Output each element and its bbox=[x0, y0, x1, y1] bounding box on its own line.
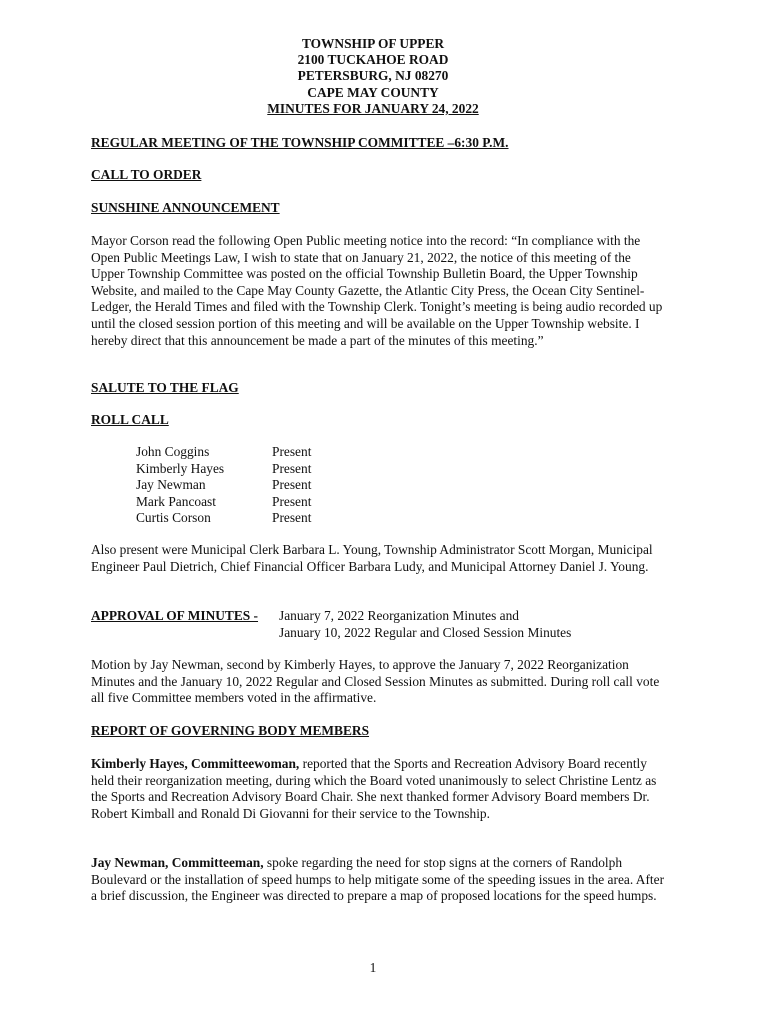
roll-row bbox=[136, 461, 311, 478]
member-status: Present bbox=[272, 460, 312, 476]
hayes-report-text: reported that the Sports and Recreation Advisory Board recently held their reorganization meeting, during which the Board voted unanimously to select Christine Lentz as the Sports and Recreation Advisory Board Chair. She next thanked former Advisory Board members Dr. Robert Kimball and Ronald Di Giovanni for their service to the Township. bbox=[91, 756, 657, 821]
hayes-report bbox=[91, 756, 666, 822]
member-status: Present bbox=[272, 477, 312, 493]
newman-report-text: spoke regarding the need for stop signs at the corners of Randolph Boulevard or the installation of speed humps to help mitigate some of the speeding issues in the area. After a brief discussion, the Engineer was directed to prepare a map of proposed locations for the speed humps. bbox=[91, 855, 665, 904]
sunshine-announcement-text: Mayor Corson read the following Open Public meeting notice into the record: “In compliance with the Open Public Meetings Law, I wish to state that on January 21, 2022, the notice of this meeting of the Upper Township Committee was posted on the official Township Bulletin Board, the Upper Township Website, and mailed to the Cape May County Gazette, the Atlantic City Press, the Ocean City Sentinel-Ledger, the Herald Times and filed with the Township Clerk. Tonight’s meeting is being audio recorded up until the closed session portion of this meeting and will be available on the Upper Township website. I hereby direct that this announcement be made a part of the minutes of this meeting.” bbox=[91, 233, 663, 348]
member-name: Kimberly Hayes bbox=[136, 460, 225, 476]
roll-row bbox=[136, 477, 311, 494]
hayes-name: Kimberly Hayes, Committeewoman, bbox=[91, 756, 300, 771]
also-present-text: Also present were Municipal Clerk Barbara L. Young, Township Administrator Scott Morgan, Municipal Engineer Paul Dietrich, Chief Financial Officer Barbara Ludy, and Municipal Attorney Daniel J. Young. bbox=[91, 542, 653, 574]
member-status: Present bbox=[272, 510, 312, 526]
township-name: TOWNSHIP OF UPPER bbox=[301, 36, 445, 51]
report-heading: REPORT OF GOVERNING BODY MEMBERS bbox=[91, 723, 370, 738]
document-header bbox=[0, 36, 746, 117]
approval-of-minutes bbox=[91, 608, 571, 641]
member-status: Present bbox=[272, 493, 312, 509]
meeting-title: REGULAR MEETING OF THE TOWNSHIP COMMITTEE –6:30 P.M. bbox=[91, 135, 509, 150]
minutes-date-title: MINUTES FOR JANUARY 24, 2022 bbox=[267, 100, 479, 116]
roll-row bbox=[136, 510, 311, 527]
approval-items bbox=[279, 608, 571, 641]
roll-call-list bbox=[136, 444, 311, 527]
salute-heading: SALUTE TO THE FLAG bbox=[91, 380, 239, 395]
roll-call-heading: ROLL CALL bbox=[91, 412, 169, 427]
call-to-order-heading: CALL TO ORDER bbox=[91, 167, 202, 182]
member-name: Curtis Corson bbox=[136, 510, 211, 526]
approval-heading: APPROVAL OF MINUTES - bbox=[91, 608, 259, 623]
member-name: Jay Newman bbox=[136, 477, 206, 493]
motion-text: Motion by Jay Newman, second by Kimberly Hayes, to approve the January 7, 2022 Reorganization Minutes and the January 10, 2022 Regular and Closed Session Minutes as submitted. During roll call vote all five Committee members voted in the affirmative. bbox=[91, 657, 660, 706]
roll-row bbox=[136, 494, 311, 511]
member-status: Present bbox=[272, 444, 312, 459]
newman-report bbox=[91, 855, 666, 905]
city-state-zip: PETERSBURG, NJ 08270 bbox=[297, 68, 449, 84]
newman-name: Jay Newman, Committeeman, bbox=[91, 855, 264, 870]
county-name: CAPE MAY COUNTY bbox=[307, 84, 439, 100]
roll-row bbox=[136, 444, 311, 461]
approval-item: January 7, 2022 Reorganization Minutes and bbox=[279, 608, 519, 623]
page-number: 1 bbox=[369, 960, 377, 975]
member-name: John Coggins bbox=[136, 444, 210, 459]
sunshine-heading: SUNSHINE ANNOUNCEMENT bbox=[91, 200, 280, 215]
approval-item: January 10, 2022 Regular and Closed Session Minutes bbox=[279, 624, 572, 640]
member-name: Mark Pancoast bbox=[136, 493, 216, 509]
street-address: 2100 TUCKAHOE ROAD bbox=[297, 52, 449, 68]
